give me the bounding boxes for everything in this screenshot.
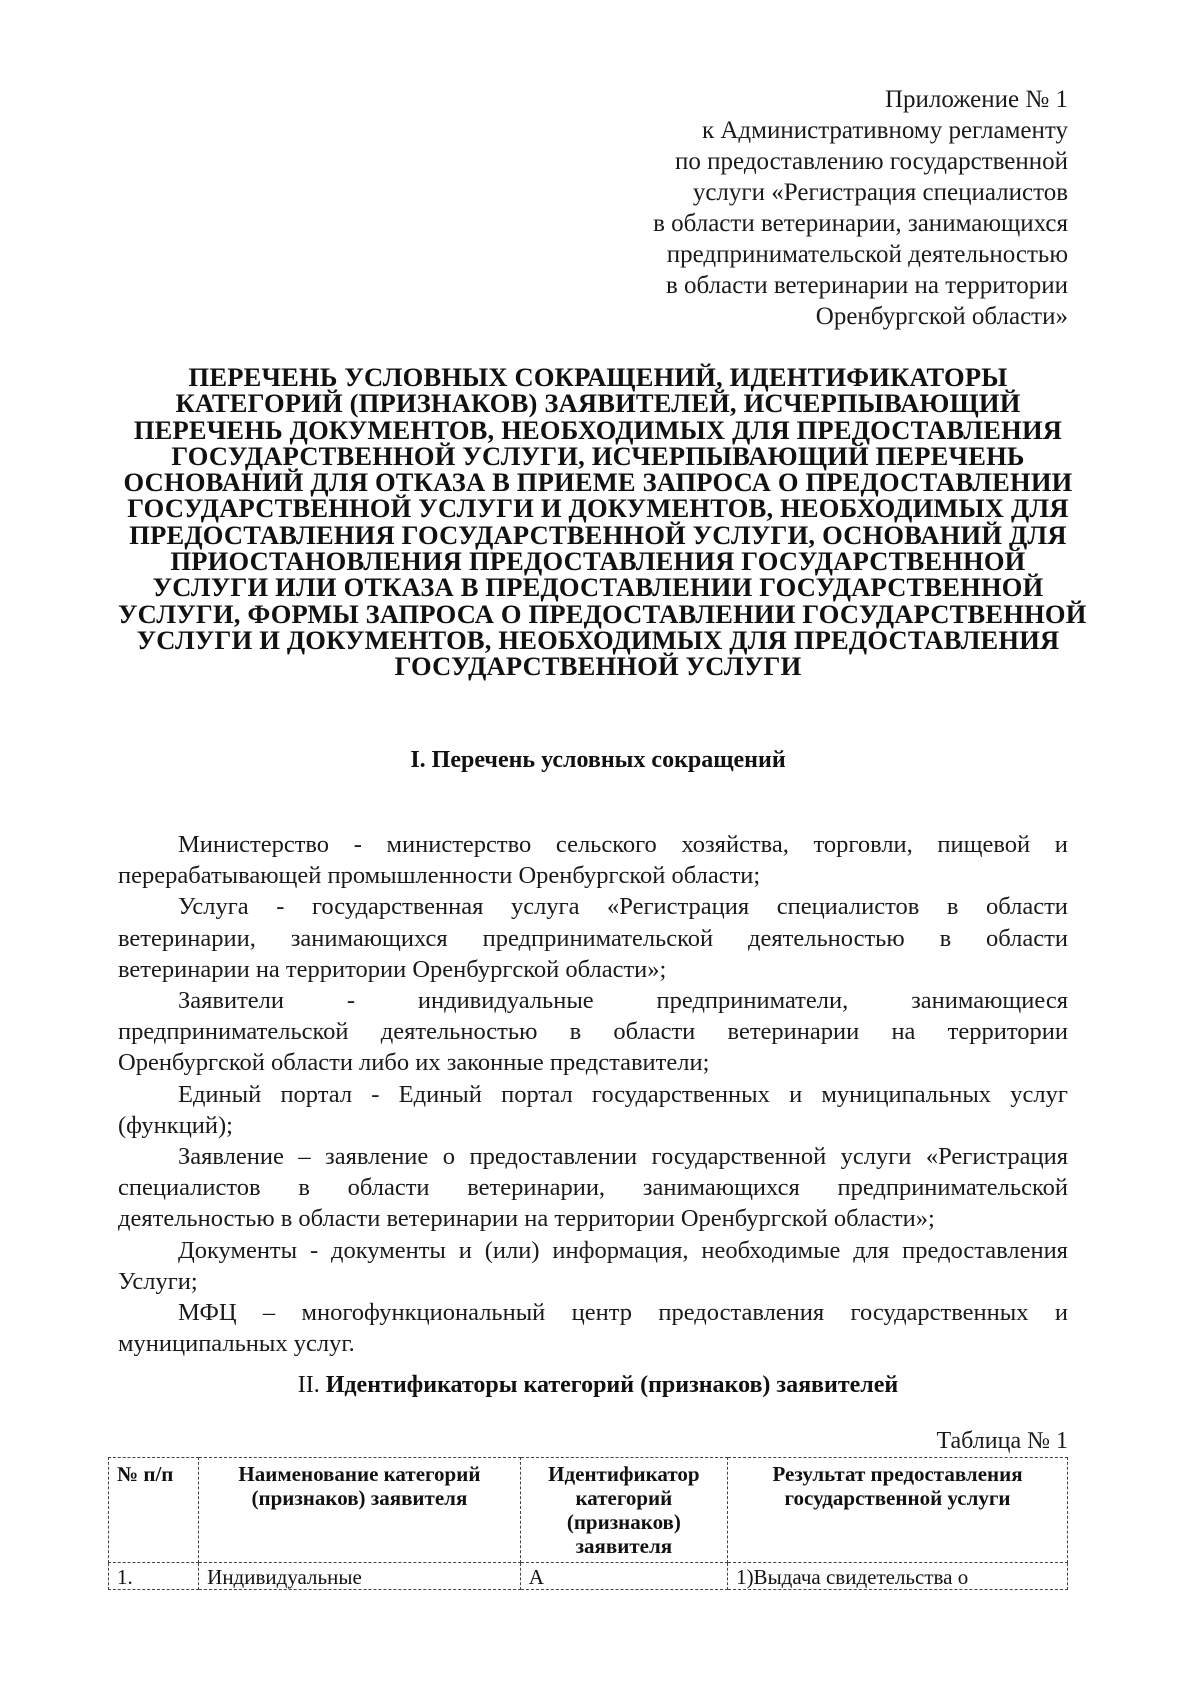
title-line: ПРЕДОСТАВЛЕНИЯ ГОСУДАРСТВЕННОЙ УСЛУГИ, ОСНОВАНИЙ ДЛЯ bbox=[129, 519, 1067, 550]
section-1-heading: I. Перечень условных сокращений bbox=[410, 747, 786, 773]
abbreviation-line: (функций); bbox=[118, 1111, 233, 1139]
abbreviation-line: Заявители - индивидуальные предприниматели, занимающиеся bbox=[178, 987, 1068, 1015]
abbreviation-line: ветеринарии на территории Оренбургской области»; bbox=[118, 955, 667, 983]
header-category-name: Наименование категорий (признаков) заявителя bbox=[199, 1458, 521, 1563]
appendix-line: услуги «Регистрация специалистов bbox=[692, 179, 1068, 206]
table-caption: Таблица № 1 bbox=[936, 1428, 1068, 1454]
cell-category-id: А bbox=[520, 1563, 727, 1590]
title-line: КАТЕГОРИЙ (ПРИЗНАКОВ) ЗАЯВИТЕЛЕЙ, ИСЧЕРПЫВАЮЩИЙ bbox=[175, 388, 1021, 419]
cell-number: 1. bbox=[109, 1563, 199, 1590]
document-title bbox=[118, 362, 1087, 682]
abbreviation-line: деятельностью в области ветеринарии на территории Оренбургской области»; bbox=[118, 1205, 935, 1233]
appendix-line: в области ветеринарии на территории bbox=[666, 272, 1068, 299]
appendix-line: Оренбургской области» bbox=[815, 303, 1068, 330]
header-result: Результат предоставления государственной услуги bbox=[728, 1458, 1068, 1563]
abbreviation-line: ветеринарии, занимающихся предпринимательской деятельностью в области bbox=[118, 924, 1068, 952]
appendix-line: предпринимательской деятельностью bbox=[666, 241, 1068, 268]
section-2-title: Идентификаторы категорий (признаков) заявителей bbox=[325, 1372, 899, 1398]
abbreviation-line: Министерство - министерство сельского хозяйства, торговли, пищевой и bbox=[178, 831, 1068, 858]
abbreviation-line: Единый портал - Единый портал государственных и муниципальных услуг bbox=[178, 1080, 1068, 1108]
title-line: УСЛУГИ И ДОКУМЕНТОВ, НЕОБХОДИМЫХ ДЛЯ ПРЕДОСТАВЛЕНИЯ bbox=[136, 624, 1060, 655]
header-number: № п/п bbox=[109, 1458, 199, 1563]
abbreviation-line: Оренбургской области либо их законные представители; bbox=[118, 1049, 710, 1077]
title-line: УСЛУГИ ИЛИ ОТКАЗА В ПРЕДОСТАВЛЕНИИ ГОСУДАРСТВЕННОЙ bbox=[152, 572, 1044, 603]
title-line: ОСНОВАНИЙ ДЛЯ ОТКАЗА В ПРИЕМЕ ЗАПРОСА О ПРЕДОСТАВЛЕНИИ bbox=[123, 467, 1073, 498]
title-line: ГОСУДАРСТВЕННОЙ УСЛУГИ И ДОКУМЕНТОВ, НЕОБХОДИМЫХ ДЛЯ bbox=[127, 493, 1069, 524]
title-line: ГОСУДАРСТВЕННОЙ УСЛУГИ, ИСЧЕРПЫВАЮЩИЙ ПЕРЕЧЕНЬ bbox=[171, 440, 1025, 471]
appendix-line: к Административному регламенту bbox=[701, 117, 1068, 144]
abbreviation-line: специалистов в области ветеринарии, занимающихся предпринимательской bbox=[118, 1174, 1068, 1202]
title-line: ПЕРЕЧЕНЬ ДОКУМЕНТОВ, НЕОБХОДИМЫХ ДЛЯ ПРЕДОСТАВЛЕНИЯ bbox=[133, 414, 1063, 445]
abbreviations-list bbox=[118, 829, 1068, 1359]
title-line: ГОСУДАРСТВЕННОЙ УСЛУГИ bbox=[394, 651, 802, 682]
abbreviation-line: Документы - документы и (или) информация, необходимые для предоставления bbox=[178, 1236, 1068, 1264]
cell-category-name: Индивидуальные bbox=[199, 1563, 521, 1590]
table-row bbox=[109, 1563, 1068, 1590]
abbreviation-line: предпринимательской деятельностью в области ветеринарии на территории bbox=[118, 1018, 1068, 1046]
appendix-line: в области ветеринарии, занимающихся bbox=[653, 210, 1068, 237]
title-line: ПЕРЕЧЕНЬ УСЛОВНЫХ СОКРАЩЕНИЙ, ИДЕНТИФИКАТОРЫ bbox=[188, 362, 1008, 392]
abbreviation-line: МФЦ – многофункциональный центр предоставления государственных и bbox=[178, 1299, 1068, 1327]
abbreviation-line: Услуги; bbox=[118, 1267, 198, 1295]
abbreviation-line: Заявление – заявление о предоставлении государственной услуги «Регистрация bbox=[178, 1143, 1068, 1171]
abbreviation-line: перерабатывающей промышленности Оренбургской области; bbox=[118, 862, 761, 890]
appendix-line: Приложение № 1 bbox=[884, 86, 1068, 113]
title-line: ПРИОСТАНОВЛЕНИЯ ПРЕДОСТАВЛЕНИЯ ГОСУДАРСТВЕННОЙ bbox=[170, 546, 1026, 577]
applicant-categories-table bbox=[108, 1457, 1068, 1590]
section-2-number: II. bbox=[297, 1372, 326, 1398]
header-category-id: Идентификатор категорий (признаков) заявителя bbox=[520, 1458, 727, 1563]
title-line: УСЛУГИ, ФОРМЫ ЗАПРОСА О ПРЕДОСТАВЛЕНИИ ГОСУДАРСТВЕННОЙ bbox=[118, 598, 1087, 629]
abbreviation-line: Услуга - государственная услуга «Регистрация специалистов в области bbox=[178, 893, 1068, 921]
abbreviation-line: муниципальных услуг. bbox=[118, 1330, 355, 1358]
table-header-row bbox=[109, 1458, 1068, 1563]
cell-result: 1)Выдача свидетельства о bbox=[728, 1563, 1068, 1590]
appendix-block bbox=[653, 84, 1068, 332]
appendix-line: по предоставлению государственной bbox=[675, 148, 1068, 175]
section-2-heading bbox=[118, 1370, 1078, 1400]
